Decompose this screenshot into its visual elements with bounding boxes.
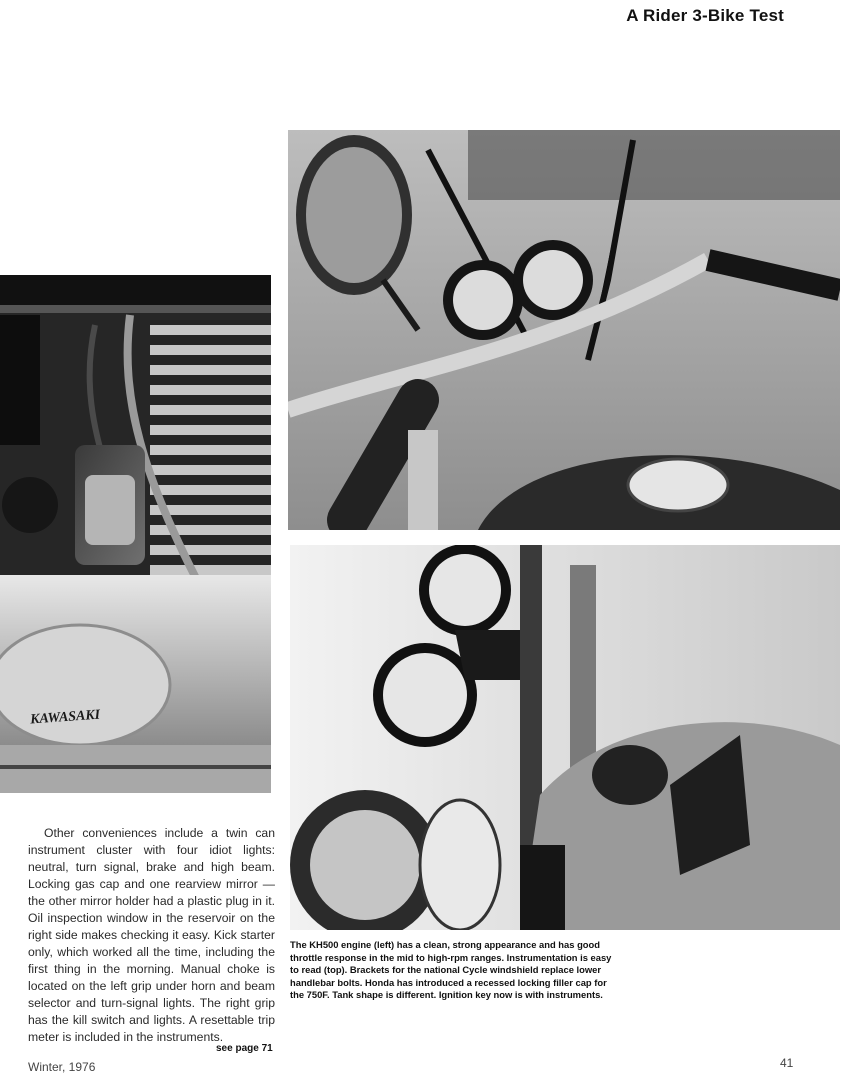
page-number: 41 — [780, 1056, 794, 1070]
handlebar-photo — [288, 130, 840, 530]
engine-photo-art — [0, 275, 271, 793]
page-header-title: A Rider 3-Bike Test — [626, 6, 784, 25]
instruments-photo-art — [290, 545, 840, 930]
photo-caption: The KH500 engine (left) has a clean, strong appearance and has good throttle response in the mid to high-rpm ranges. Instrumentation is easy to read (top). Brackets for the national Cycle windshield replace lower handlebar bolts. Honda has introduced a recessed locking filler cap for the 750F. Tank shape is different. Ignition key now is with instruments. — [290, 939, 612, 1001]
article-body-text: Other conveniences include a twin can instrument cluster with four idiot lights: neutral, turn signal, brake and high beam. Locking gas cap and one rearview mirror — the other mirror holder had a plastic plug in it. Oil inspection window in the reservoir on the right side makes checking it easy. Kick starter only, which worked all the time, including the first thing in the morning. Manual choke is located on the left grip under horn and beam selector and turn-signal lights. The right grip has the kill switch and lights. A resettable trip meter is included in the instruments. — [28, 826, 275, 1044]
engine-photo — [0, 275, 271, 793]
engine-logo: KAWASAKI — [29, 707, 101, 728]
instruments-photo — [290, 545, 840, 930]
continued-link[interactable]: see page 71 — [216, 1043, 273, 1054]
handlebar-photo-art — [288, 130, 840, 530]
issue-date: Winter, 1976 — [28, 1060, 96, 1074]
